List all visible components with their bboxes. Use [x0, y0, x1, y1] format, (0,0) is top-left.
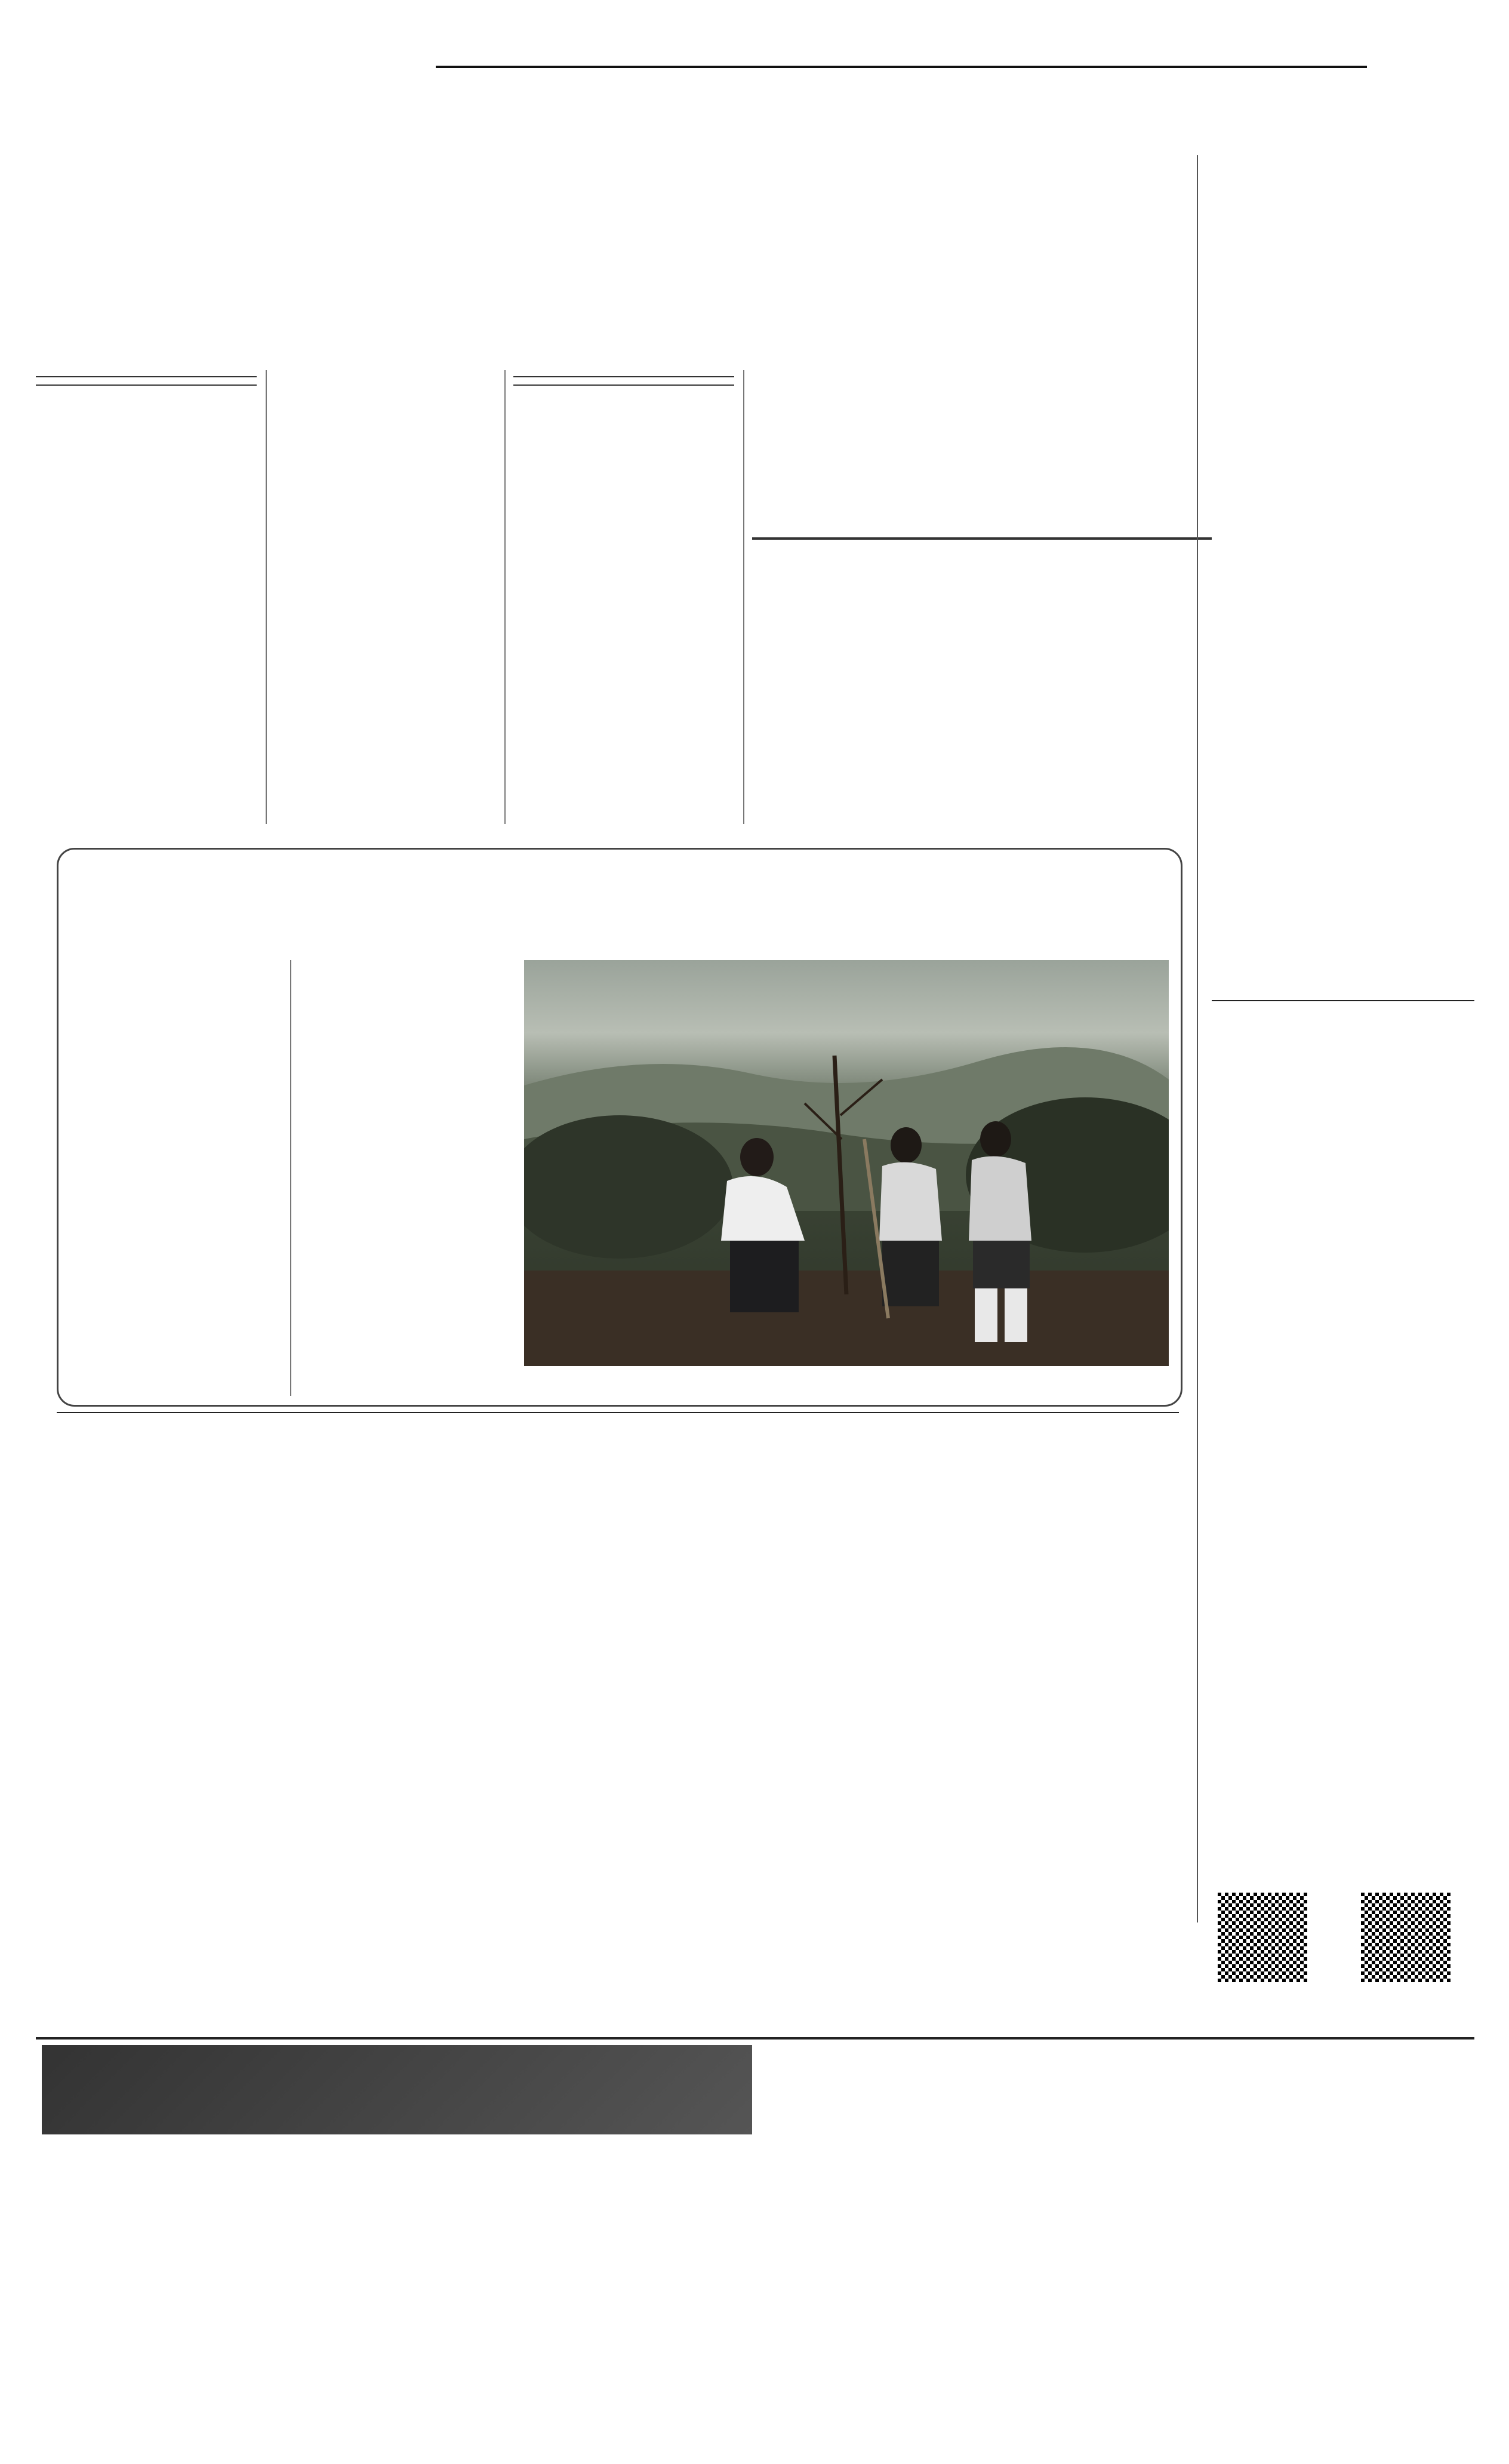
right-story-1 — [1212, 179, 1474, 991]
tips-box — [752, 537, 1212, 824]
lychee-story-2 — [57, 1678, 1179, 1917]
lychee-story-1 — [57, 1421, 1179, 1672]
paper-logo — [63, 42, 266, 107]
right-story-1-body — [1212, 185, 1474, 788]
wechat-qr-code[interactable] — [1218, 1893, 1307, 1982]
weibo-qr-code[interactable] — [1361, 1893, 1451, 1982]
tree-planting-photo — [524, 960, 1169, 1366]
notices-small-row — [36, 2308, 1474, 2457]
tree-story — [57, 848, 1182, 1407]
main-story — [36, 149, 1218, 830]
right-story-2-body — [1212, 1015, 1474, 1731]
masthead — [36, 24, 1473, 143]
photo-scene — [524, 960, 1169, 1366]
main-story-subhead-1 — [36, 376, 257, 386]
main-story-subhead-2 — [513, 376, 734, 386]
tips-title — [752, 537, 1212, 540]
classifieds-banner — [42, 2045, 752, 2134]
notices-top-row — [761, 2045, 1474, 2146]
right-story-2 — [1212, 1009, 1474, 1857]
notices-middle-row — [36, 2152, 1474, 2302]
header-rule — [436, 66, 1367, 68]
